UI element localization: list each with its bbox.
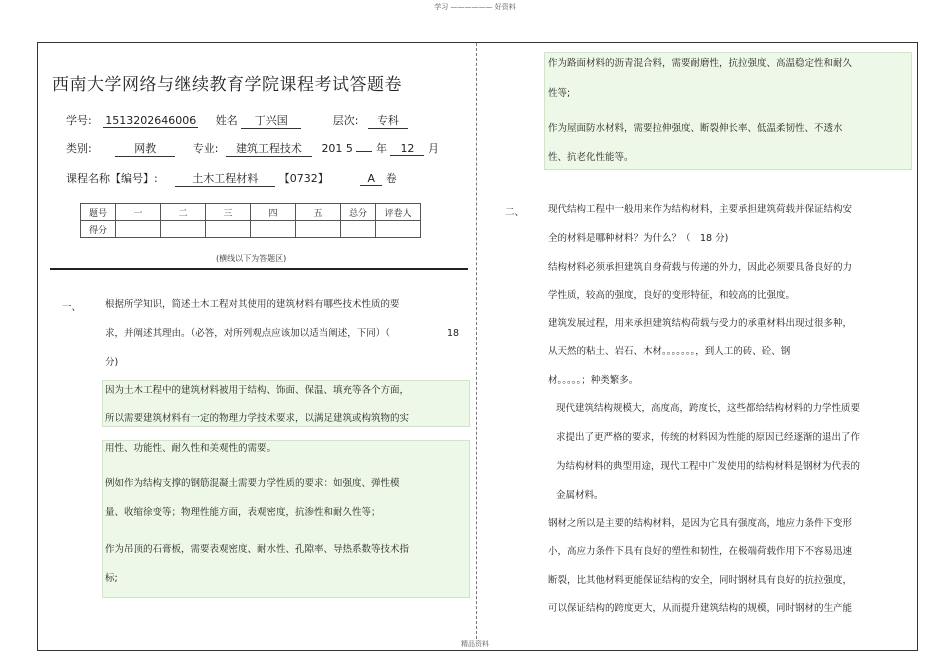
level-label: 层次:	[332, 114, 359, 127]
score-cell	[116, 221, 161, 238]
q2-answer-line: 小，高应力条件下具有良好的塑性和韧性，在极端荷载作用下不容易迅速	[548, 546, 853, 557]
month-label: 月	[427, 142, 439, 155]
q2-answer-line: 材。。。。。；种类繁多。	[548, 375, 639, 386]
answer-area-note: (横线以下为答题区)	[216, 254, 287, 263]
answer-area-divider-line	[50, 268, 468, 270]
category-label: 类别:	[66, 142, 92, 155]
student-id-label: 学号:	[66, 114, 92, 127]
q2-question-line: 全的材料是哪种材料？为什么？（ 18 分)	[548, 233, 729, 244]
major-label: 专业:	[192, 142, 219, 155]
year-label: 年	[375, 142, 387, 155]
q1-answer-line: 量、收缩徐变等；物理性能方面，表观密度，抗渗性和耐久性等；	[105, 507, 381, 518]
continued-answer-line: 作为屋面防水材料，需要拉伸强度、断裂伸长率、低温柔韧性、不透水	[548, 123, 843, 134]
q1-answer-line: 所以需要建筑材料有一定的物理力学技术要求，以满足建筑或构筑物的实	[105, 413, 410, 424]
q2-answer-line: 建筑发展过程，用来承担建筑结构荷载与受力的承重材料出现过很多种，	[548, 318, 853, 329]
category-value: 网教	[115, 140, 175, 157]
page-title: 西南大学网络与继续教育学院课程考试答题卷	[52, 75, 402, 95]
paper-label: 卷	[385, 172, 397, 185]
score-header-cell: 评卷人	[376, 204, 421, 221]
q2-answer-line: 结构材料必须承担建筑自身荷载与传递的外力，因此必须要具备良好的力	[548, 262, 853, 273]
score-table-row	[81, 221, 421, 238]
score-table	[80, 203, 421, 238]
course-code-value: 【0732】	[278, 172, 329, 185]
major-value: 建筑工程技术	[226, 140, 312, 157]
score-cell	[251, 221, 296, 238]
q1-answer-line: 例如作为结构支撑的钢筋混凝土需要力学性质的要求：如强度、弹性模	[105, 478, 400, 489]
q1-answer-line: 标;	[105, 573, 118, 584]
score-header-cell: 二	[161, 204, 206, 221]
score-header-cell: 五	[296, 204, 341, 221]
q1-question-line: 求，并阐述其理由。（必答，对所列观点应该加以适当阐述，下同）（	[105, 328, 391, 339]
score-header-cell: 三	[206, 204, 251, 221]
q1-question-line: 分)	[105, 357, 119, 368]
q2-answer-line: 求提出了更严格的要求，传统的材料因为性能的原因已经逐渐的退出了作	[556, 432, 861, 443]
q1-answer-line: 用性、功能性、耐久性和美观性的需要。	[105, 443, 277, 454]
score-header-cell: 题号	[81, 204, 116, 221]
student-id-value: 1513202646006	[103, 114, 198, 128]
score-header-cell: 一	[116, 204, 161, 221]
q2-number: 二、	[505, 207, 525, 218]
column-divider	[476, 43, 477, 639]
q2-answer-line: 从天然的粘土、岩石、木材。。。。。。。，到人工的砖、砼、钢	[548, 346, 791, 357]
score-cell	[206, 221, 251, 238]
score-cell	[376, 221, 421, 238]
score-header-cell: 四	[251, 204, 296, 221]
name-value: 丁兴国	[241, 112, 301, 129]
score-table-header-row	[81, 204, 421, 221]
paper-value: A	[360, 172, 382, 186]
q2-answer-line: 金属材料。	[556, 490, 604, 501]
score-cell	[296, 221, 341, 238]
name-label: 姓名	[215, 114, 238, 127]
q2-answer-line: 钢材之所以是主要的结构材料，是因为它具有强度高，地应力条件下变形	[548, 518, 853, 529]
info-row-3	[66, 170, 397, 187]
continued-answer-line: 作为路面材料的沥青混合料，需要耐磨性，抗拉强度、高温稳定性和耐久	[548, 58, 853, 69]
q1-answer-line: 因为土木工程中的建筑材料被用于结构、饰面、保温、填充等各个方面，	[105, 385, 410, 396]
score-cell	[341, 221, 376, 238]
course-name-value: 土木工程材料	[175, 170, 275, 187]
page-header: 学习 —————— 好资料	[434, 3, 516, 11]
q2-answer-line: 学性质，较高的强度，良好的变形特征，和较高的比强度。	[548, 290, 796, 301]
year-value: 201 5	[321, 142, 353, 155]
q2-answer-line: 断裂，比其他材料更能保证结构的安全，同时钢材具有良好的抗拉强度，	[548, 575, 853, 586]
score-row-label: 得分	[81, 221, 116, 238]
q2-answer-line: 现代建筑结构规模大，高度高，跨度长，这些都给结构材料的力学性质要	[556, 403, 861, 414]
q1-points: 18	[447, 328, 460, 339]
score-cell	[161, 221, 206, 238]
q2-question-line: 现代结构工程中一般用来作为结构材料，主要承担建筑荷载并保证结构安	[548, 204, 853, 215]
continued-answer-line: 性、抗老化性能等。	[548, 152, 634, 163]
q1-question-line: 根据所学知识，简述土木工程对其使用的建筑材料有哪些技术性质的要	[105, 299, 400, 310]
q1-answer-highlight	[102, 440, 470, 598]
q2-answer-line: 为结构材料的典型用途，现代工程中广发使用的结构材料是钢材为代表的	[556, 461, 861, 472]
info-row-1	[66, 112, 408, 129]
level-value: 专科	[368, 112, 408, 129]
month-value: 12	[390, 142, 424, 156]
info-row-2	[66, 140, 439, 157]
q1-answer-line: 作为吊顶的石膏板，需要表观密度、耐水性、孔隙率、导热系数等技术指	[105, 544, 410, 555]
q2-answer-line: 可以保证结构的跨度更大，从而提升建筑结构的规模，同时钢材的生产能	[548, 603, 853, 614]
page-footer: 精品资料	[461, 640, 489, 648]
continued-answer-line: 性等;	[548, 88, 571, 99]
q1-number: 一、	[62, 302, 82, 313]
course-label: 课程名称【编号】:	[66, 172, 158, 185]
score-header-cell: 总分	[341, 204, 376, 221]
